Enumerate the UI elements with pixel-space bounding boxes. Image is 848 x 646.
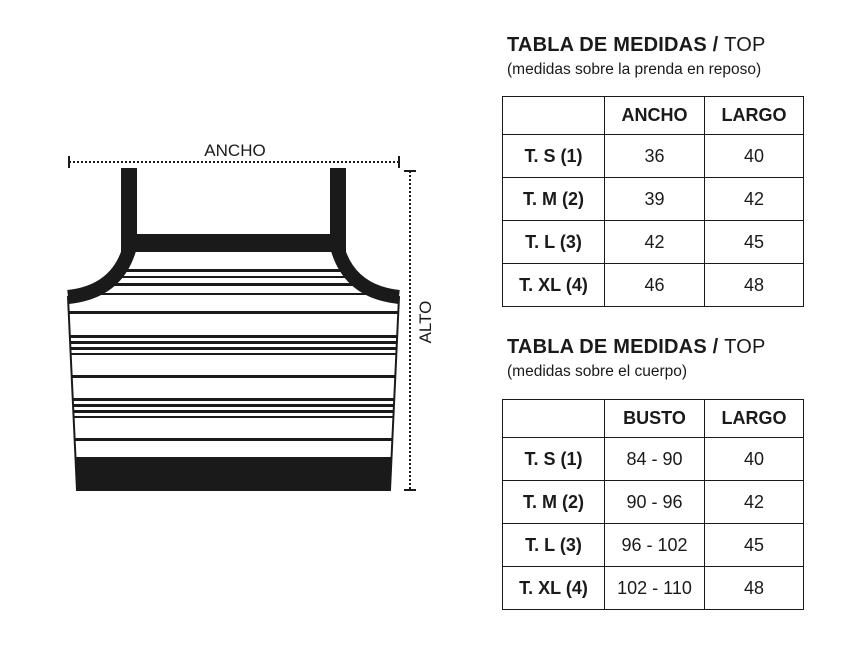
- table-row: [503, 524, 804, 567]
- header-cell-largo: LARGO: [705, 97, 804, 135]
- value-cell: 42: [705, 481, 804, 524]
- value-cell: 48: [705, 264, 804, 307]
- size-cell: T. M (2): [503, 481, 605, 524]
- size-cell: T. L (3): [503, 221, 605, 264]
- value-cell: 102 - 110: [605, 567, 705, 610]
- garment-table-title: [507, 34, 807, 57]
- value-cell: 39: [605, 178, 705, 221]
- size-cell: T. L (3): [503, 524, 605, 567]
- garment-measure-header: [507, 34, 807, 79]
- neckline-band: [121, 234, 346, 252]
- header-cell-empty: [503, 97, 605, 135]
- value-cell: 45: [705, 221, 804, 264]
- body-measure-table: [502, 399, 804, 610]
- value-cell: 36: [605, 135, 705, 178]
- table-header-row: [503, 97, 804, 135]
- width-label: ANCHO: [204, 141, 266, 160]
- table-row: [503, 264, 804, 307]
- table-header-row: [503, 400, 804, 438]
- header-cell-empty: [503, 400, 605, 438]
- value-cell: 46: [605, 264, 705, 307]
- header-cell-busto: BUSTO: [605, 400, 705, 438]
- garment-table-subtitle: (medidas sobre la prenda en reposo): [507, 61, 762, 78]
- size-cell: T. S (1): [503, 438, 605, 481]
- size-cell: T. S (1): [503, 135, 605, 178]
- body-measure-header: [507, 336, 807, 381]
- table-row: [503, 178, 804, 221]
- header-cell-largo: LARGO: [705, 400, 804, 438]
- title-light: TOP: [724, 34, 766, 56]
- value-cell: 42: [705, 178, 804, 221]
- value-cell: 40: [705, 438, 804, 481]
- size-cell: T. XL (4): [503, 264, 605, 307]
- table-row: [503, 481, 804, 524]
- table-row: [503, 221, 804, 264]
- body-table-title: [507, 336, 807, 359]
- title-bold: TABLA DE MEDIDAS /: [507, 34, 719, 56]
- value-cell: 48: [705, 567, 804, 610]
- size-cell: T. XL (4): [503, 567, 605, 610]
- value-cell: 84 - 90: [605, 438, 705, 481]
- table-row: [503, 438, 804, 481]
- value-cell: 42: [605, 221, 705, 264]
- height-label: ALTO: [416, 300, 435, 344]
- value-cell: 96 - 102: [605, 524, 705, 567]
- garment-measure-table: [502, 96, 804, 307]
- value-cell: 40: [705, 135, 804, 178]
- title-bold: TABLA DE MEDIDAS /: [507, 336, 719, 358]
- table-row: [503, 135, 804, 178]
- title-light: TOP: [724, 336, 766, 358]
- value-cell: 45: [705, 524, 804, 567]
- table-row: [503, 567, 804, 610]
- size-cell: T. M (2): [503, 178, 605, 221]
- value-cell: 90 - 96: [605, 481, 705, 524]
- body-table-subtitle: (medidas sobre el cuerpo): [507, 363, 688, 380]
- header-cell-ancho: ANCHO: [605, 97, 705, 135]
